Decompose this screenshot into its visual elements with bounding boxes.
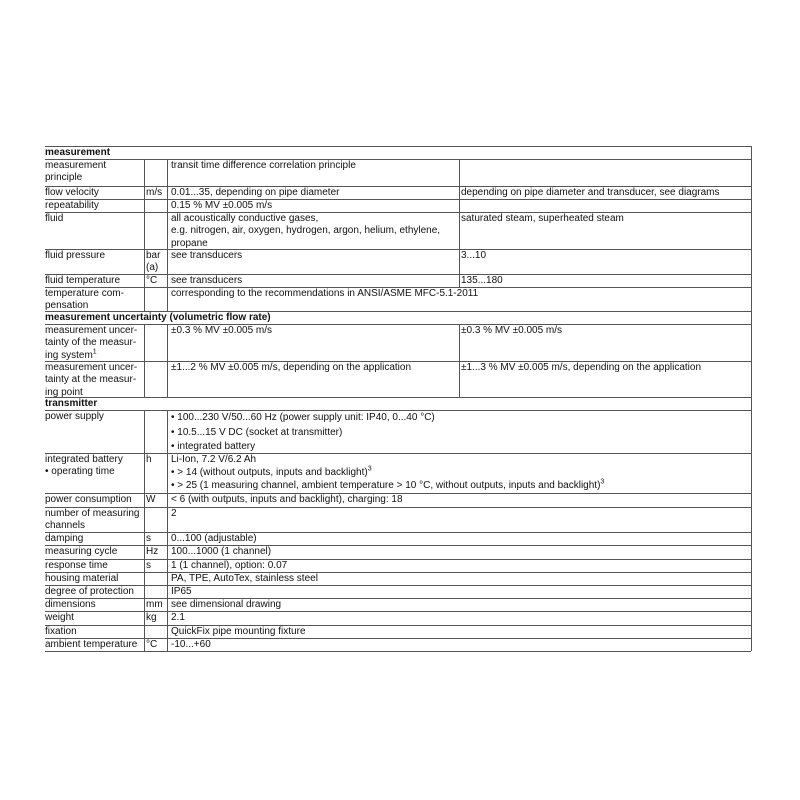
- column-divider: [167, 410, 168, 453]
- column-divider: [167, 598, 168, 611]
- cell-line: Li-Ion, 7.2 V/6.2 Ah: [171, 454, 257, 465]
- row-label: [45, 212, 142, 249]
- table-border: [751, 611, 752, 625]
- row-value: [171, 611, 749, 625]
- row-label: [45, 186, 142, 199]
- cell-line: number of measuring: [45, 508, 140, 519]
- row-value-steam: [461, 186, 749, 199]
- row-unit: [146, 572, 168, 585]
- row-unit: [146, 585, 168, 598]
- row-label: [45, 559, 142, 572]
- table-border: [751, 199, 752, 212]
- row-label: [45, 287, 142, 311]
- table-row: [45, 493, 751, 507]
- table-border: [751, 572, 752, 585]
- cell-line: 2.1: [171, 612, 185, 623]
- cell-line: repeatability: [45, 200, 99, 211]
- row-label: [45, 249, 142, 274]
- row-label: [45, 572, 142, 585]
- cell-line: measuring cycle: [45, 546, 118, 557]
- cell-line: tainty at the measur-: [45, 374, 137, 386]
- cell-line: pensation: [45, 300, 89, 311]
- table-border: [751, 507, 752, 532]
- row-unit: [146, 598, 168, 611]
- cell-line: < 6 (with outputs, inputs and backlight), charging: 18: [171, 494, 403, 505]
- table-row: [45, 410, 751, 453]
- column-divider: [144, 598, 145, 611]
- cell-line: fluid temperature: [45, 275, 121, 286]
- row-unit: [146, 507, 168, 532]
- table-row: [45, 638, 751, 651]
- table-row: [45, 545, 751, 559]
- table-row: [45, 274, 751, 287]
- row-unit: [146, 625, 168, 638]
- cell-line: (a): [146, 262, 159, 274]
- column-divider: [144, 324, 145, 361]
- row-value: [171, 625, 749, 638]
- row-unit: [146, 212, 168, 249]
- row-label: [45, 199, 142, 212]
- row-unit: [146, 159, 168, 186]
- bullet-text: integrated battery: [177, 441, 256, 452]
- row-value-gas: [171, 361, 457, 397]
- cell-line: saturated steam, superheated steam: [461, 213, 624, 224]
- cell-line: see transducers: [171, 275, 243, 286]
- cell-line: s: [146, 533, 151, 544]
- row-value-gas: [171, 274, 457, 287]
- table-border: [751, 585, 752, 598]
- table-border: [751, 287, 752, 311]
- column-divider: [167, 493, 168, 507]
- table-border: [751, 598, 752, 611]
- bullet-text: > 25 (1 measuring channel, ambient temperature > 10 °C, without outputs, inputs and backlight): [177, 480, 601, 492]
- row-value-steam: [461, 324, 749, 361]
- column-divider: [167, 532, 168, 545]
- bullet-icon: •: [171, 441, 178, 452]
- cell-line: weight: [45, 612, 74, 623]
- table-border: [751, 559, 752, 572]
- row-divider: [45, 651, 751, 652]
- cell-line: • operating time: [45, 466, 115, 478]
- column-divider: [167, 212, 168, 249]
- table-row: [45, 361, 751, 397]
- row-value-gas: [171, 324, 457, 361]
- cell-line: PA, TPE, AutoTex, stainless steel: [171, 573, 318, 584]
- table-border: [751, 638, 752, 651]
- column-divider: [167, 611, 168, 625]
- cell-line: s: [146, 560, 151, 571]
- cell-line: -10...+60: [171, 639, 211, 650]
- row-value: [171, 532, 749, 545]
- cell-line: fluid: [45, 213, 64, 224]
- table-border: [751, 249, 752, 274]
- cell-line: power consumption: [45, 494, 132, 505]
- row-value: [171, 453, 749, 493]
- row-unit: [146, 638, 168, 651]
- table-border: [751, 453, 752, 493]
- row-label: [45, 638, 142, 651]
- row-label: [45, 361, 142, 397]
- bullet-icon: •: [171, 426, 178, 438]
- column-divider: [167, 186, 168, 199]
- row-label: [45, 611, 142, 625]
- row-unit: [146, 559, 168, 572]
- table-row: [45, 559, 751, 572]
- bullet-item: [171, 440, 749, 453]
- column-divider: [144, 212, 145, 249]
- row-unit: [146, 532, 168, 545]
- cell-line: channels: [45, 520, 86, 532]
- table-row: [45, 585, 751, 598]
- table-border: [751, 159, 752, 186]
- row-unit: [146, 199, 168, 212]
- bullet-text: 10.5...15 V DC (socket at transmitter): [177, 426, 343, 438]
- cell-line: ing point: [45, 386, 83, 397]
- footnote-mark: 3: [600, 479, 605, 487]
- column-divider: [144, 625, 145, 638]
- column-divider: [167, 453, 168, 493]
- column-divider: [144, 507, 145, 532]
- column-divider: [144, 410, 145, 453]
- column-divider: [167, 287, 168, 311]
- cell-line: fixation: [45, 626, 77, 637]
- cell-line: measurement uncer-: [45, 325, 138, 336]
- row-label: [45, 507, 142, 532]
- row-label: [45, 625, 142, 638]
- row-unit: [146, 186, 168, 199]
- row-value-steam: [461, 159, 749, 186]
- cell-line: W: [146, 494, 156, 505]
- column-divider: [144, 638, 145, 651]
- table-row: [45, 598, 751, 611]
- cell-line: e.g. nitrogen, air, oxygen, hydrogen, argon, helium, ethylene,: [171, 225, 441, 237]
- footnote-mark: 1: [92, 348, 97, 356]
- row-unit: [146, 545, 168, 559]
- row-label: [45, 410, 142, 453]
- row-value-gas: [171, 212, 457, 249]
- cell-line: ±0.3 % MV ±0.005 m/s: [171, 325, 273, 336]
- row-label: [45, 585, 142, 598]
- cell-line: temperature com-: [45, 288, 124, 299]
- row-unit: [146, 453, 168, 493]
- cell-line: depending on pipe diameter and transducer, see diagrams: [461, 187, 720, 198]
- section-title: measurement: [45, 147, 111, 158]
- column-divider: [144, 159, 145, 186]
- column-divider: [167, 159, 168, 186]
- row-unit: [146, 361, 168, 397]
- cell-line: 1 (1 channel), option: 0.07: [171, 560, 288, 571]
- table-border: [751, 625, 752, 638]
- column-divider: [167, 559, 168, 572]
- row-label: [45, 274, 142, 287]
- bullet-icon: •: [171, 467, 178, 479]
- cell-line: h: [146, 454, 152, 465]
- cell-line: response time: [45, 560, 108, 571]
- cell-line: damping: [45, 533, 84, 544]
- column-divider: [144, 199, 145, 212]
- row-value-steam: [461, 361, 749, 397]
- table-row: [45, 507, 751, 532]
- bullet-text: > 14 (without outputs, inputs and backlight): [177, 467, 368, 479]
- table-row: [45, 453, 751, 493]
- cell-line: measurement: [45, 160, 107, 171]
- column-divider: [167, 274, 168, 287]
- row-unit: [146, 324, 168, 361]
- row-value: [171, 410, 749, 453]
- table-row: [45, 287, 751, 311]
- cell-line: transit time difference correlation principle: [171, 160, 356, 171]
- bullet-item: [171, 411, 749, 426]
- column-divider: [167, 361, 168, 397]
- cell-line: IP65: [171, 586, 192, 597]
- column-divider: [144, 572, 145, 585]
- row-value-gas: [171, 186, 457, 199]
- row-value: [171, 598, 749, 611]
- table-row: [45, 212, 751, 249]
- table-border: [751, 146, 752, 159]
- row-unit: [146, 493, 168, 507]
- cell-line: see transducers: [171, 250, 243, 261]
- cell-line: power supply: [45, 411, 104, 422]
- row-value: [171, 507, 749, 532]
- column-divider: [144, 493, 145, 507]
- column-divider: [167, 585, 168, 598]
- row-value: [171, 638, 749, 651]
- cell-line: 2: [171, 508, 177, 519]
- cell-line: ±0.3 % MV ±0.005 m/s: [461, 325, 563, 336]
- table-border: [751, 532, 752, 545]
- cell-line: mm: [146, 599, 163, 610]
- table-border: [751, 324, 752, 361]
- row-value-steam: [461, 212, 749, 249]
- bullet-item: [171, 479, 749, 492]
- row-label: [45, 453, 142, 493]
- cell-line: tainty of the measur-: [45, 337, 137, 349]
- cell-line: 0...100 (adjustable): [171, 533, 257, 544]
- bullet-item: [171, 426, 749, 441]
- row-label: [45, 545, 142, 559]
- column-divider: [167, 249, 168, 274]
- column-divider: [167, 545, 168, 559]
- cell-line: Hz: [146, 546, 159, 557]
- row-unit: [146, 287, 168, 311]
- column-divider: [167, 625, 168, 638]
- row-value: [171, 572, 749, 585]
- column-divider: [144, 361, 145, 397]
- column-divider: [167, 507, 168, 532]
- column-divider: [167, 324, 168, 361]
- table-row: [45, 611, 751, 625]
- cell-line: ing system$^1$: [45, 348, 97, 361]
- row-value: [171, 287, 749, 311]
- section-title: measurement uncertainty (volumetric flow rate): [45, 312, 271, 323]
- cell-line: all acoustically conductive gases,: [171, 213, 319, 224]
- cell-line: 100...1000 (1 channel): [171, 546, 272, 557]
- table-row: [45, 324, 751, 361]
- footnote-mark: 3: [367, 466, 372, 474]
- column-divider: [144, 186, 145, 199]
- column-divider: [167, 572, 168, 585]
- column-divider: [144, 274, 145, 287]
- column-divider: [144, 559, 145, 572]
- table-border: [751, 493, 752, 507]
- bullet-icon: •: [171, 480, 178, 492]
- row-label: [45, 324, 142, 361]
- table-border: [751, 274, 752, 287]
- column-divider: [144, 287, 145, 311]
- cell-line: principle: [45, 172, 83, 184]
- cell-line: QuickFix pipe mounting fixture: [171, 626, 306, 637]
- cell-line: 0.15 % MV ±0.005 m/s: [171, 200, 273, 211]
- row-value: [171, 493, 749, 507]
- row-divider: [45, 397, 751, 398]
- row-label: [45, 532, 142, 545]
- table-row: [45, 186, 751, 199]
- row-divider: [45, 146, 751, 147]
- table-border: [751, 186, 752, 199]
- column-divider: [144, 249, 145, 274]
- table-border: [751, 311, 752, 324]
- bullet-text: 100...230 V/50...60 Hz (power supply unit: IP40, 0...40 °C): [177, 412, 435, 423]
- row-unit: [146, 249, 168, 274]
- cell-line: flow velocity: [45, 187, 99, 198]
- table-row: [45, 249, 751, 274]
- row-value: [171, 545, 749, 559]
- cell-line: °C: [146, 639, 158, 650]
- row-value: [171, 559, 749, 572]
- cell-line: °C: [146, 275, 158, 286]
- row-value-steam: [461, 199, 749, 212]
- table-border: [751, 397, 752, 410]
- cell-line: ambient temperature: [45, 639, 138, 650]
- cell-line: degree of protection: [45, 586, 134, 597]
- column-divider: [167, 199, 168, 212]
- column-divider: [144, 545, 145, 559]
- row-label: [45, 159, 142, 186]
- column-divider: [144, 532, 145, 545]
- row-label: [45, 598, 142, 611]
- table-row: [45, 532, 751, 545]
- cell-line: corresponding to the recommendations in ANSI/ASME MFC-5.1-2011: [171, 288, 479, 299]
- table-border: [751, 361, 752, 397]
- cell-line: 0.01...35, depending on pipe diameter: [171, 187, 340, 198]
- bullet-item: [171, 466, 749, 479]
- column-divider: [167, 638, 168, 651]
- table-border: [751, 212, 752, 249]
- table-border: [751, 545, 752, 559]
- cell-line: 135...180: [461, 275, 503, 286]
- cell-line: m/s: [146, 187, 163, 198]
- cell-line: propane: [171, 237, 208, 249]
- table-row: [45, 625, 751, 638]
- cell-line: bar: [146, 250, 161, 261]
- cell-line: fluid pressure: [45, 250, 106, 261]
- row-label: [45, 493, 142, 507]
- bullet-icon: •: [171, 412, 178, 423]
- cell-line: ±1...2 % MV ±0.005 m/s, depending on the application: [171, 362, 412, 373]
- row-unit: [146, 410, 168, 453]
- table-border: [751, 410, 752, 453]
- column-divider: [144, 453, 145, 493]
- row-value-steam: [461, 274, 749, 287]
- row-unit: [146, 274, 168, 287]
- column-divider: [144, 611, 145, 625]
- row-value-gas: [171, 159, 457, 186]
- row-value-gas: [171, 199, 457, 212]
- row-unit: [146, 611, 168, 625]
- cell-line: kg: [146, 612, 157, 623]
- column-divider: [144, 585, 145, 598]
- row-value-steam: [461, 249, 749, 274]
- table-row: [45, 159, 751, 186]
- cell-line: 3...10: [461, 250, 487, 261]
- cell-line: ±1...3 % MV ±0.005 m/s, depending on the application: [461, 362, 702, 373]
- cell-line: dimensions: [45, 599, 96, 610]
- cell-line: measurement uncer-: [45, 362, 138, 373]
- row-value: [171, 585, 749, 598]
- table-row: [45, 199, 751, 212]
- cell-line: integrated battery: [45, 454, 123, 465]
- section-title: transmitter: [45, 398, 98, 409]
- table-row: [45, 572, 751, 585]
- cell-line: housing material: [45, 573, 119, 584]
- row-value-gas: [171, 249, 457, 274]
- cell-line: see dimensional drawing: [171, 599, 282, 610]
